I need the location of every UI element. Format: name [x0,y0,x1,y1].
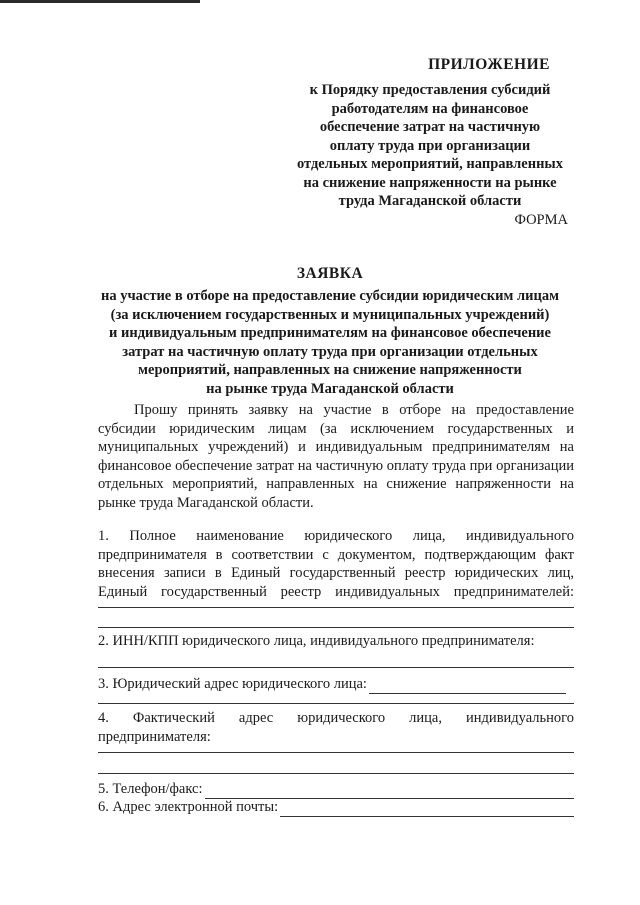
appendix-title: ПРИЛОЖЕНИЕ [428,56,550,73]
field-1-line: 1. Полное наименование юридического лица, индивидуального [98,528,574,544]
inn-kpp-line[interactable] [98,667,574,668]
full-name-line-1[interactable] [98,607,574,608]
field-actual-address-label-cont: предпринимателя: [98,728,211,745]
appendix-line: к Порядку предоставления субсидий [309,82,551,98]
actual-address-line-2[interactable] [98,773,574,774]
request-paragraph: Прошу принять заявку на участие в отборе на предоставление субсидии юридическим лицам (за исключением государственных и муниципальных учреждений) и индивидуальным предпринимателям на финансовое обеспечение затрат на частичную оплату труда при организации отдельных мероприятий, направленных на снижение напряженности на рынке труда Магаданской области. [98,402,574,511]
field-actual-address-label: 4. Фактический адрес юридического лица, индивидуального [98,710,574,726]
email-input-line[interactable] [280,804,574,817]
appendix-line: обеспечение затрат на частичную [319,119,541,135]
application-title: ЗАЯВКА [296,265,364,282]
legal-address-line-2[interactable] [98,703,574,704]
form-label: ФОРМА [514,212,568,228]
legal-address-input-line[interactable] [369,681,566,694]
appendix-line: отдельных мероприятий, направленных [296,156,563,172]
full-name-line-2[interactable] [98,627,574,628]
scan-edge-mark [0,0,200,3]
field-full-name-label [98,527,574,601]
field-inn-kpp-label: 2. ИНН/КПП юридического лица, индивидуального предпринимателя: [98,633,535,649]
actual-address-line-1[interactable] [98,752,574,753]
application-subtitle [90,287,570,398]
field-email-label: 6. Адрес электронной почты: [98,799,279,815]
appendix-description [290,81,570,211]
subtitle-line: затрат на частичную оплату труда при организации отдельных [122,343,538,360]
appendix-line: работодателям на финансовое [331,100,529,117]
field-1-line: внесения записи в Единый государственный реестр юридических лиц, [98,565,574,581]
subtitle-line: на участие в отборе на предоставление субсидии юридическим лицам [100,288,559,304]
subtitle-line: мероприятий, направленных на снижение напряженности [138,362,522,378]
field-phone-fax [98,780,574,799]
appendix-line: оплату труда при организации [329,137,531,154]
field-1-line: предпринимателя в соответствии с документом, подтверждающим факт [98,546,574,563]
subtitle-line: на рынке труда Магаданской области [206,380,454,397]
field-actual-address [98,709,574,746]
field-email [98,798,574,817]
field-legal-address-label: 3. Юридический адрес юридического лица: [98,676,367,692]
field-1-line: Единый государственный реестр индивидуальных предпринимателей: [98,583,574,600]
subtitle-line: (за исключением государственных и муниципальных учреждений) [110,306,550,323]
appendix-line: труда Магаданской области [338,193,522,209]
subtitle-line: и индивидуальным предпринимателям на финансовое обеспечение [109,325,551,341]
field-phone-fax-label: 5. Телефон/факс: [98,781,203,797]
field-legal-address [98,675,574,694]
phone-fax-input-line[interactable] [205,786,574,799]
appendix-line: на снижение напряженности на рынке [303,174,557,191]
